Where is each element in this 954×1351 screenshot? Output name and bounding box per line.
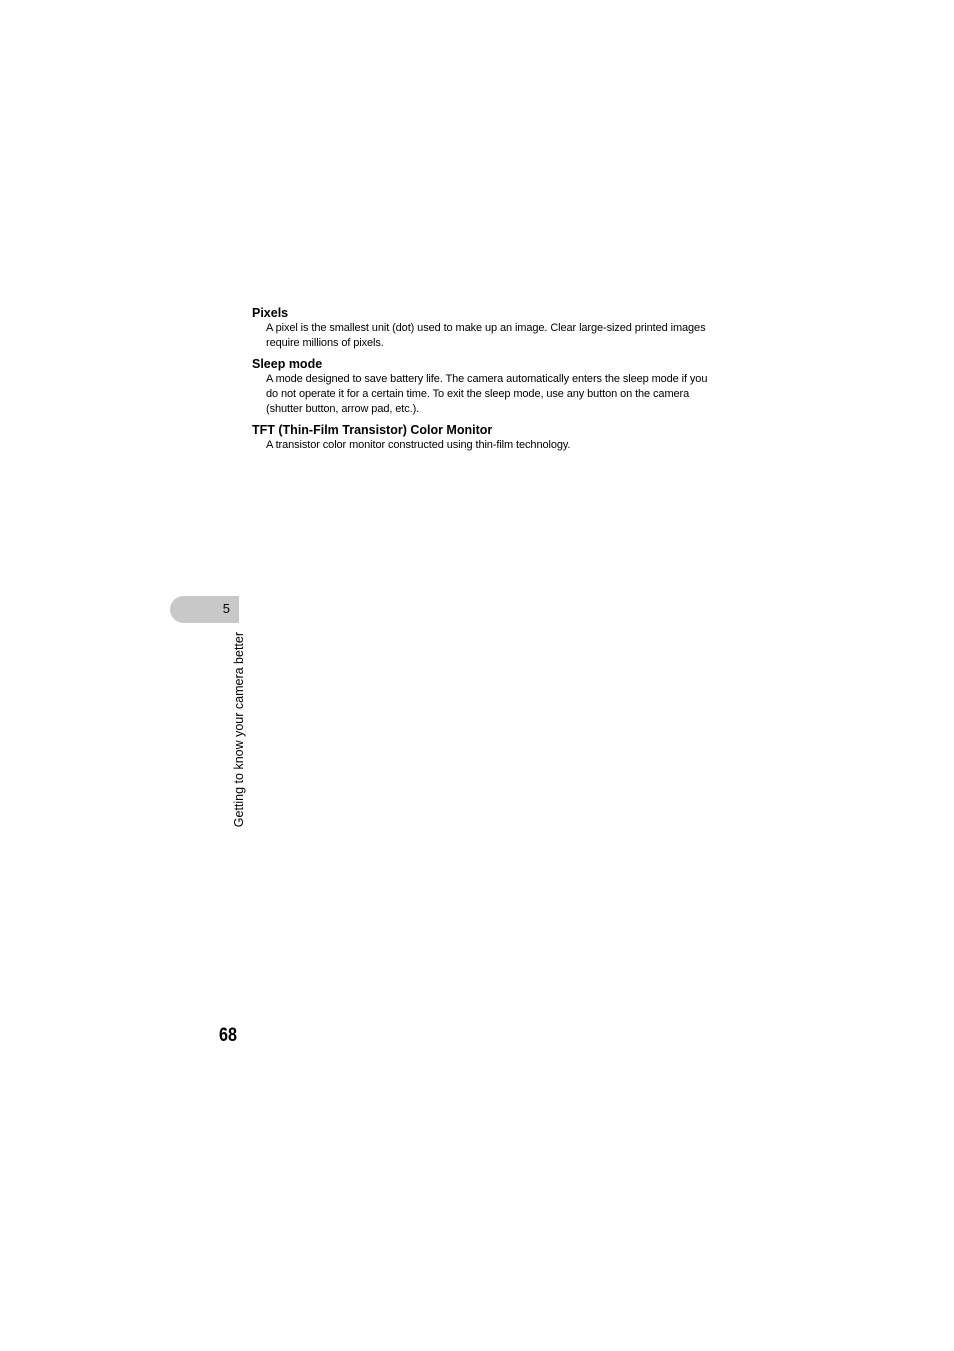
glossary-term: Pixels — [252, 306, 289, 320]
glossary-section — [252, 306, 712, 459]
glossary-term: TFT (Thin-Film Transistor) Color Monitor — [252, 423, 493, 437]
chapter-tab — [170, 596, 239, 623]
page-number: 68 — [219, 1025, 237, 1046]
glossary-definition: A transistor color monitor constructed using thin-film technology. — [266, 439, 571, 451]
chapter-title: Getting to know your camera better — [232, 632, 246, 828]
glossary-entry — [252, 306, 712, 351]
glossary-definition: A pixel is the smallest unit (dot) used to make up an image. Clear large-sized printed images require millions of pixels. — [266, 322, 706, 349]
glossary-entry — [252, 423, 712, 453]
glossary-definition: A mode designed to save battery life. The camera automatically enters the sleep mode if you do not operate it for a certain time. To exit the sleep mode, use any button on the camera (shutter button, arrow pad, etc.). — [266, 373, 708, 415]
glossary-term: Sleep mode — [252, 357, 323, 371]
glossary-entry — [252, 357, 712, 417]
chapter-number: 5 — [222, 601, 230, 616]
